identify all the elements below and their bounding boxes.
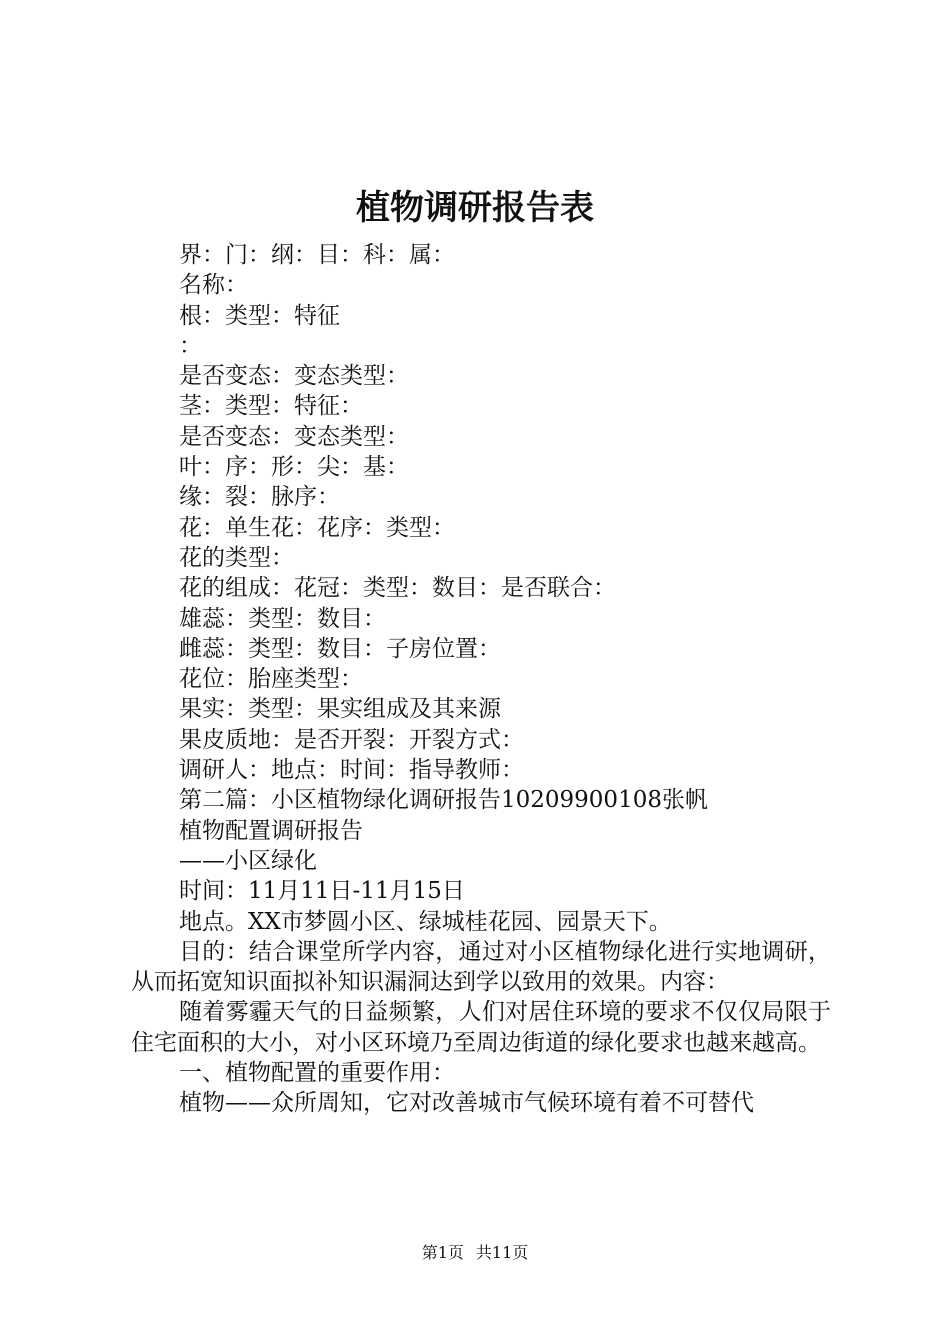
report-location: 地点。XX市梦圆小区、绿城桂花园、园景天下。 bbox=[179, 908, 672, 935]
text-line: 雄蕊：类型：数目： bbox=[179, 605, 386, 632]
text-line: ： bbox=[179, 332, 202, 359]
text-line: 茎：类型：特征： bbox=[179, 393, 363, 420]
report-time: 时间：11月11日-11月15日 bbox=[179, 878, 465, 905]
paragraph: 随着雾霾天气的日益频繁，人们对居住环境的要求不仅仅局限于住宅面积的大小，对小区环境乃至周边街道的绿化要求也越来越高。 bbox=[131, 999, 831, 1056]
text-line: 花的组成：花冠：类型：数目：是否联合： bbox=[179, 575, 616, 602]
text-line: 果皮质地：是否开裂：开裂方式： bbox=[179, 726, 524, 753]
text-line: 调研人：地点：时间：指导教师： bbox=[179, 757, 524, 784]
text-line: 花的类型： bbox=[179, 544, 294, 571]
page-title: 植物调研报告表 bbox=[356, 188, 594, 228]
page-footer bbox=[0, 1242, 950, 1264]
text-line: 花位：胎座类型： bbox=[179, 666, 363, 693]
text-line: 名称： bbox=[179, 272, 248, 299]
text-line: 是否变态：变态类型： bbox=[179, 363, 409, 390]
text-line: 界：门：纲：目：科：属： bbox=[179, 242, 455, 268]
text-line: 缘：裂：脉序： bbox=[179, 484, 340, 511]
report-title: 植物配置调研报告 bbox=[179, 817, 363, 844]
document-body bbox=[131, 240, 831, 1119]
text-line: 是否变态：变态类型： bbox=[179, 423, 409, 450]
page-number: 第1页 bbox=[421, 1243, 464, 1262]
text-line: 果实：类型：果实组成及其来源 bbox=[179, 696, 501, 723]
text-line: 叶：序：形：尖：基： bbox=[179, 454, 409, 481]
paragraph: 植物——众所周知，它对改善城市气候环境有着不可替代 bbox=[179, 1090, 754, 1117]
text-line: 雌蕊：类型：数目：子房位置： bbox=[179, 635, 501, 662]
page-total: 共11页 bbox=[475, 1243, 529, 1262]
text-line: 花：单生花：花序：类型： bbox=[179, 514, 455, 541]
paragraph: 目的：结合课堂所学内容，通过对小区植物绿化进行实地调研，从而拓宽知识面拟补知识漏洞达到学以致用的效果。内容： bbox=[131, 938, 831, 996]
text-line: 根：类型：特征 bbox=[179, 302, 340, 329]
section-heading: 第二篇：小区植物绿化调研报告10209900108张帆 bbox=[179, 787, 708, 814]
paragraph: 一、植物配置的重要作用： bbox=[179, 1060, 455, 1087]
report-subtitle: ——小区绿化 bbox=[179, 847, 317, 874]
